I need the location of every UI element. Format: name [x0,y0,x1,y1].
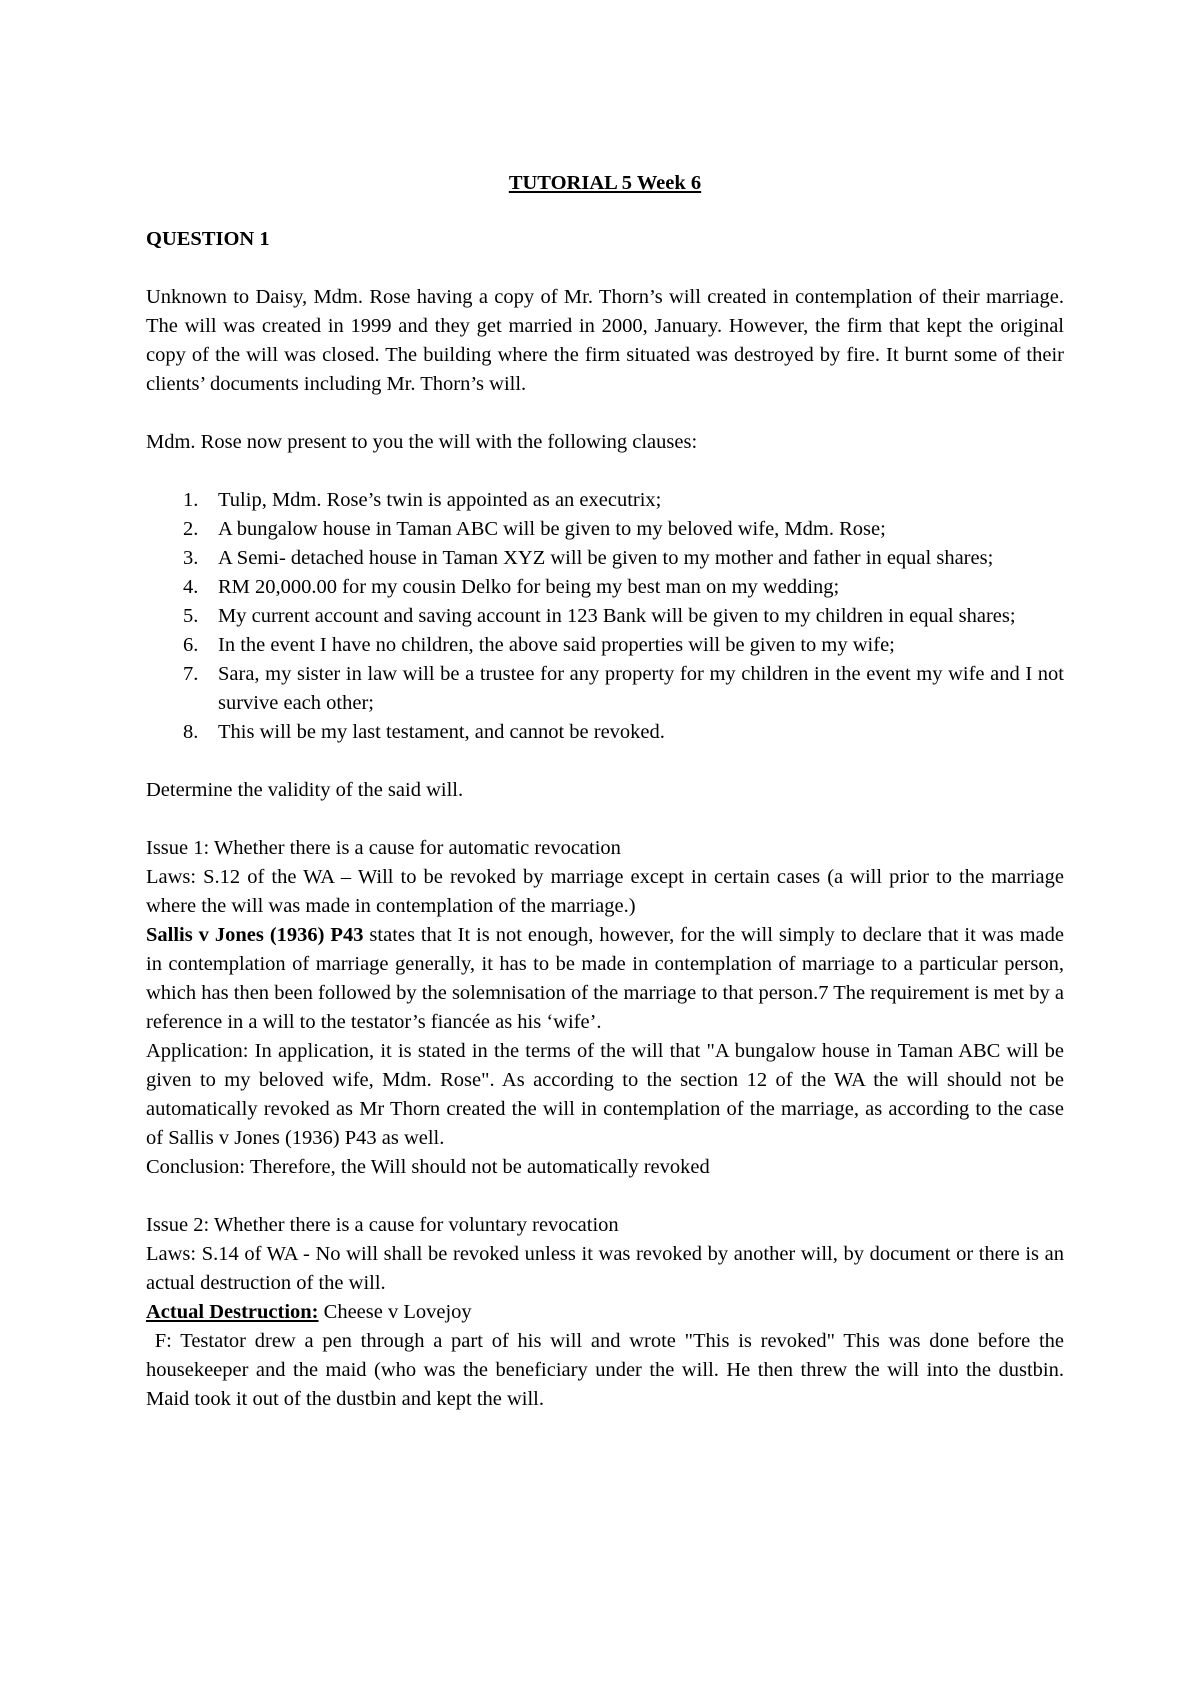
question-heading: QUESTION 1 [146,228,270,250]
list-item [146,486,1064,515]
issue1-laws: Laws: S.12 of the WA – Will to be revoked by marriage except in certain cases (a will prior to the marriage where the will was made in contemplation of the marriage.) [146,866,1064,917]
issue2-laws: Laws: S.14 of WA - No will shall be revoked unless it was revoked by another will, by document or there is an actual destruction of the will. [146,1243,1064,1294]
issue2-facts: F: Testator drew a pen through a part of his will and wrote "This is revoked" This was done before the housekeeper and the maid (who was the beneficiary under the will. He then threw the will into the dustbin. Maid took it out of the dustbin and kept the will. [146,1330,1070,1410]
list-number: 5. [183,605,199,627]
actual-destruction-heading: Actual Destruction: [146,1301,319,1323]
list-number: 1. [183,489,199,511]
list-item-text: A bungalow house in Taman ABC will be given to my beloved wife, Mdm. Rose; [218,518,886,540]
list-item-text: Tulip, Mdm. Rose’s twin is appointed as an executrix; [218,489,662,511]
page-title: TUTORIAL 5 Week 6 [508,172,702,194]
list-number: 2. [183,518,199,540]
issue1-conclusion: Conclusion: Therefore, the Will should not be automatically revoked [146,1156,710,1178]
list-item [146,660,1064,718]
list-item [146,544,1064,573]
list-item [146,515,1064,544]
list-number: 4. [183,576,199,598]
list-item [146,573,1064,602]
list-item-text: RM 20,000.00 for my cousin Delko for being my best man on my wedding; [218,576,840,598]
issue1-case-paragraph [146,921,1064,1037]
issue1-application: Application: In application, it is stated in the terms of the will that "A bungalow house in Taman ABC will be given to my beloved wife, Mdm. Rose". As according to the section 12 of the WA the will should not be automatically revoked as Mr Thorn created the will in contemplation of the marriage, as according to the case of Sallis v Jones (1936) P43 as well. [146,1040,1064,1149]
list-item-text: Sara, my sister in law will be a trustee for any property for my children in the event my wife and I not survive each other; [218,663,1064,714]
list-number: 7. [183,663,199,685]
list-number: 3. [183,547,199,569]
case-name: Sallis v Jones (1936) P43 [146,924,364,946]
issue2-subheading-line [146,1298,1064,1327]
subheading-case: Cheese v Lovejoy [318,1301,472,1323]
list-item [146,718,1064,747]
clauses-list [146,486,1064,747]
list-number: 6. [183,634,199,656]
issue2-statement: Issue 2: Whether there is a cause for voluntary revocation [146,1214,619,1236]
task-statement: Determine the validity of the said will. [146,779,464,801]
list-item-text: My current account and saving account in 123 Bank will be given to my children in equal shares; [218,605,1016,627]
list-number: 8. [183,721,199,743]
list-item [146,631,1064,660]
case-text: states that It is not enough, however, for the will simply to declare that it was made in contemplation of marriage generally, it has to be made in contemplation of marriage to a particular person, which has then been followed by the solemnisation of the marriage to that person.7 The requirement is met by a reference in a will to the testator’s fiancée as his ‘wife’. [146,924,1064,1033]
list-item-text: A Semi- detached house in Taman XYZ will be given to my mother and father in equal shares; [218,547,994,569]
intro-paragraph: Unknown to Daisy, Mdm. Rose having a copy of Mr. Thorn’s will created in contemplation of their marriage. The will was created in 1999 and they get married in 2000, January. However, the firm that kept the original copy of the will was closed. The building where the firm situated was destroyed by fire. It burnt some of their clients’ documents including Mr. Thorn’s will. [146,286,1064,395]
list-item-text: In the event I have no children, the above said properties will be given to my wife; [218,634,895,656]
list-item-text: This will be my last testament, and cannot be revoked. [218,721,665,743]
document-body [146,169,1070,1414]
list-item [146,602,1064,631]
issue1-statement: Issue 1: Whether there is a cause for automatic revocation [146,837,621,859]
clauses-intro: Mdm. Rose now present to you the will with the following clauses: [146,431,698,453]
